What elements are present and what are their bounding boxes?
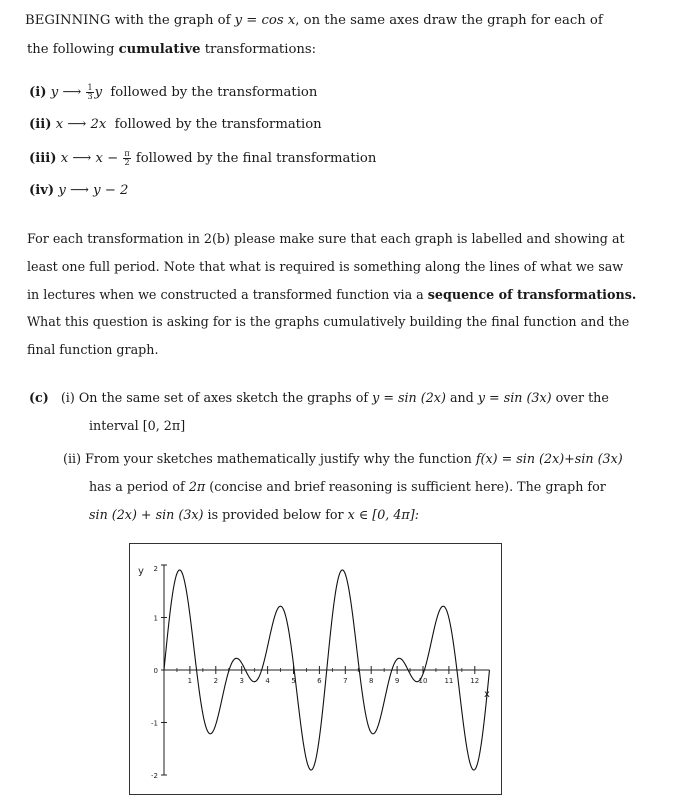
- part-c-ii-range: x ∈ [0, 4π]:: [347, 507, 419, 522]
- intro-text-end: , on the same axes draw the graph for each of: [295, 13, 603, 28]
- transformation-iii: [29, 150, 376, 167]
- x-tick-label: 6: [317, 677, 322, 685]
- graph-figure: [129, 543, 502, 795]
- transformation-ii: [29, 117, 322, 133]
- part-c-i-line-1: [29, 390, 609, 406]
- part-c-ii-text: From your sketches mathematically justify why the function: [85, 451, 472, 466]
- intro-text-2: the following: [27, 42, 115, 57]
- arrow-icon: ⟶: [70, 183, 89, 198]
- intro-bold-cumulative: cumulative: [118, 42, 201, 57]
- x-tick-label: 1: [187, 677, 193, 685]
- part-c-i-line-2: interval [0, 2π]: [89, 418, 186, 433]
- instructions-line-1: For each transformation in 2(b) please make sure that each graph is labelled and showing at: [27, 231, 625, 246]
- x-tick-label: 7: [343, 677, 348, 685]
- arrow-icon: ⟶: [62, 85, 82, 100]
- transformation-rhs: y − 2: [93, 183, 129, 198]
- y-axis-label: y: [138, 566, 144, 577]
- transformation-label: (ii): [29, 117, 52, 132]
- arrow-icon: ⟶: [67, 117, 87, 132]
- intro-equation: y = cos x: [234, 13, 296, 28]
- transformation-rhs: x −: [95, 151, 119, 166]
- part-c-i-eq2: y = sin (3x): [477, 390, 552, 405]
- x-tick-label: 9: [394, 677, 400, 685]
- part-c-ii-period: 2π: [188, 479, 206, 494]
- part-c-ii-label: (ii): [63, 451, 82, 466]
- part-c-ii-func: sin (2x) + sin (3x): [89, 507, 204, 522]
- part-c-ii-text-2-end: (concise and brief reasoning is sufficient here). The graph for: [209, 479, 606, 494]
- x-tick-label: 12: [470, 677, 480, 685]
- x-tick-label: 11: [444, 677, 454, 685]
- fraction: [86, 84, 93, 101]
- transformation-rhs: y: [94, 85, 103, 100]
- fraction-den: 2: [124, 158, 130, 167]
- transformation-i: [29, 84, 317, 101]
- y-tick-label: 0: [153, 667, 158, 675]
- instructions-line-2: least one full period. Note that what is required is something along the lines of what we saw: [27, 259, 624, 274]
- x-tick-label: 2: [213, 677, 219, 685]
- arrow-icon: ⟶: [72, 151, 92, 166]
- transformation-label: (iii): [29, 151, 57, 166]
- x-tick-label: 5: [291, 677, 296, 685]
- transformation-lhs: x: [60, 151, 69, 166]
- part-c-i-text: On the same set of axes sketch the graphs of: [78, 390, 369, 405]
- intro-text-2-end: transformations:: [204, 42, 317, 57]
- fraction-num: 1: [87, 83, 93, 92]
- instructions-line-5: final function graph.: [27, 342, 159, 357]
- y-tick-label: -1: [151, 719, 158, 728]
- y-tick-label: 1: [153, 614, 158, 623]
- x-tick-label: 8: [368, 677, 374, 685]
- x-tick-label: 4: [265, 677, 270, 685]
- transformation-iv: [29, 183, 128, 199]
- part-c-ii-line-2: [89, 479, 606, 495]
- y-tick-label: 2: [153, 565, 158, 573]
- part-c-i-label: (i): [60, 390, 75, 405]
- transformation-suffix: followed by the transformation: [114, 117, 322, 132]
- part-c-ii-text-2: has a period of: [89, 479, 185, 494]
- transformation-lhs: y: [50, 85, 59, 100]
- instructions-text: in lectures when we constructed a transformed function via a: [27, 287, 424, 302]
- x-tick-label: 10: [418, 677, 428, 685]
- part-c-i-and: and: [449, 390, 474, 405]
- part-c-ii-line-3: [89, 507, 419, 523]
- x-tick-label: 3: [239, 677, 244, 685]
- transformation-label: (i): [29, 85, 47, 100]
- intro-line-2: [27, 42, 316, 58]
- instructions-line-3: [27, 287, 636, 303]
- part-c-i-over: over the: [555, 390, 609, 405]
- graph-svg: [130, 544, 503, 796]
- part-c-ii-line-1: [63, 451, 623, 467]
- part-c-label: (c): [29, 390, 49, 405]
- transformation-label: (iv): [29, 183, 55, 198]
- fraction: [123, 150, 130, 167]
- part-c-ii-text-3: is provided below for: [207, 507, 344, 522]
- x-axis-label: x: [484, 689, 490, 700]
- y-tick-label: -2: [151, 772, 158, 780]
- instructions-bold: sequence of transformations.: [427, 287, 637, 302]
- intro-line-1: [25, 13, 603, 29]
- part-c-i-eq1: y = sin (2x): [372, 390, 446, 405]
- transformation-suffix: followed by the final transformation: [135, 151, 377, 166]
- transformation-rhs: 2x: [90, 117, 107, 132]
- transformation-lhs: x: [55, 117, 64, 132]
- part-c-ii-eq: f(x) = sin (2x)+sin (3x): [475, 451, 623, 466]
- instructions-line-4: What this question is asking for is the graphs cumulatively building the final function and the: [27, 314, 630, 329]
- intro-text: BEGINNING with the graph of: [25, 13, 231, 28]
- fraction-num: π: [124, 149, 130, 158]
- transformation-lhs: y: [58, 183, 66, 198]
- fraction-den: 3: [87, 92, 93, 101]
- transformation-suffix: followed by the transformation: [110, 85, 318, 100]
